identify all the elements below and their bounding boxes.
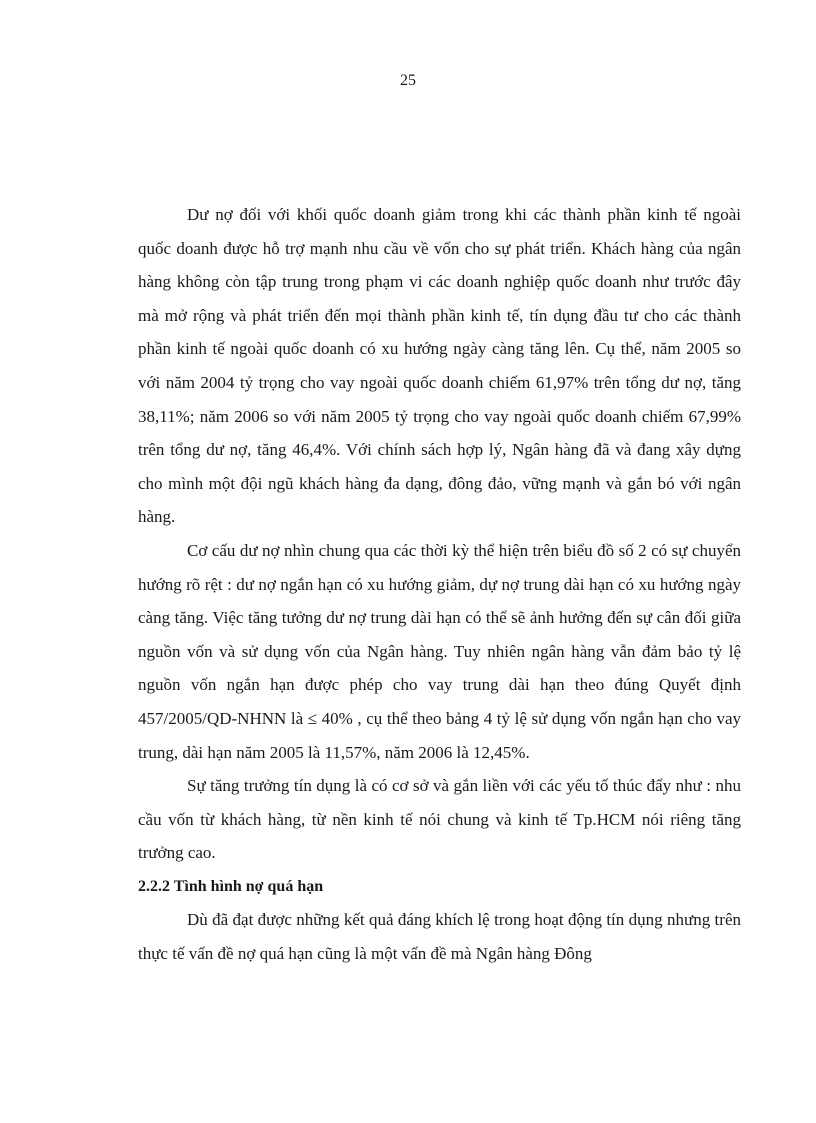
page-number: 25 — [400, 72, 416, 89]
paragraph: Sự tăng trưởng tín dụng là có cơ sở và gắn liền với các yếu tố thúc đẩy như : nhu cầu vốn từ khách hàng, từ nền kinh tế nói chung và kinh tế Tp.HCM nói riêng tăng trưởng cao. — [138, 776, 741, 863]
paragraph: Dư nợ đối với khối quốc doanh giảm trong khi các thành phần kinh tế ngoài quốc doanh được hỗ trợ mạnh nhu cầu về vốn cho sự phát triển. Khách hàng của ngân hàng không còn tập trung trong phạm vi các doanh nghiệp quốc doanh như trước đây mà mở rộng và phát triển đến mọi thành phần kinh tế, tín dụng đầu tư cho các thành phần kinh tế ngoài quốc doanh có xu hướng ngày càng tăng lên. Cụ thể, năm 2005 so với năm 2004 tỷ trọng cho vay ngoài quốc doanh chiếm 61,97% trên tổng dư nợ, tăng 38,11%; năm 2006 so với năm 2005 tỷ trọng cho vay ngoài quốc doanh chiếm 67,99% trên tổng dư nợ, tăng 46,4%. Với chính sách hợp lý, Ngân hàng đã và đang xây dựng cho mình một đội ngũ khách hàng đa dạng, đông đảo, vững mạnh và gắn bó với ngân hàng. — [138, 205, 741, 527]
document-body — [138, 198, 741, 971]
section-heading: 2.2.2 Tình hình nợ quá hạn — [138, 877, 324, 895]
paragraph: Cơ cấu dư nợ nhìn chung qua các thời kỳ thể hiện trên biểu đồ số 2 có sự chuyển hướng rõ rệt : dư nợ ngắn hạn có xu hướng giảm, dự nợ trung dài hạn có xu hướng ngày càng tăng. Việc tăng tưởng dư nợ trung dài hạn có thể sẽ ảnh hưởng đến sự cân đối giữa nguồn vốn và sử dụng vốn của Ngân hàng. Tuy nhiên ngân hàng vẫn đảm bảo tỷ lệ nguồn vốn ngắn hạn được phép cho vay trung dài hạn theo đúng Quyết định 457/2005/QD-NHNN là ≤ 40% , cụ thể theo bảng 4 tỷ lệ sử dụng vốn ngắn hạn cho vay trung, dài hạn năm 2005 là 11,57%, năm 2006 là 12,45%. — [138, 540, 741, 762]
paragraph: Dù đã đạt được những kết quả đáng khích lệ trong hoạt động tín dụng nhưng trên thực tế vấn đề nợ quá hạn cũng là một vấn đề mà Ngân hàng Đông — [138, 910, 741, 964]
